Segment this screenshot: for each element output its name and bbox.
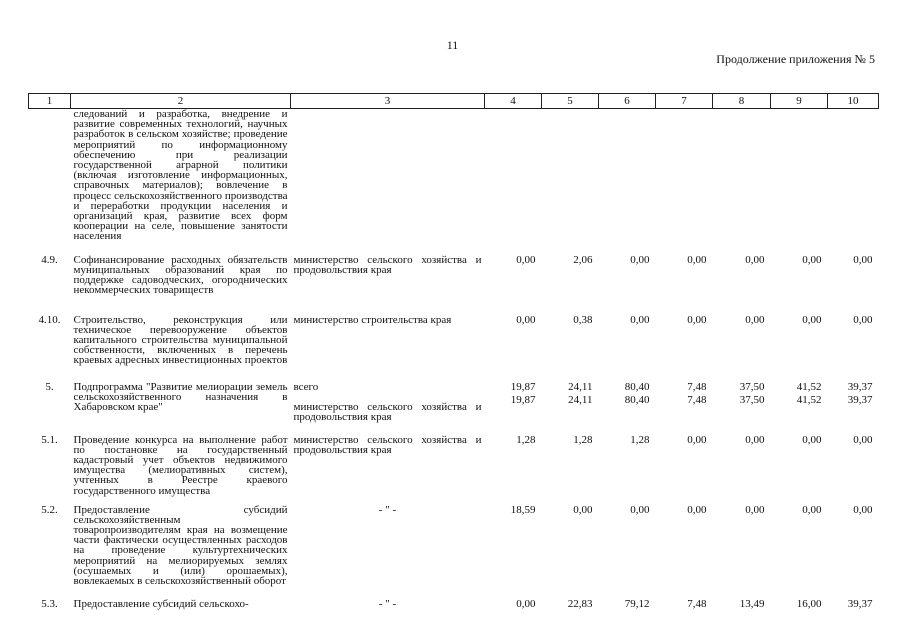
- value-cell: [771, 382, 828, 435]
- row-number: 5.: [45, 380, 54, 393]
- value-cell: 0,00: [687, 253, 707, 266]
- value-cell: 0,00: [802, 503, 822, 516]
- value-cell: 0,00: [853, 503, 873, 516]
- value-cell: 0,00: [630, 503, 650, 516]
- value-cell: 0,00: [802, 313, 822, 326]
- value-cell: 0,00: [516, 313, 536, 326]
- value-cell: [599, 382, 656, 435]
- col-header: 6: [599, 94, 656, 109]
- col-header: 1: [29, 94, 71, 109]
- row-number: 5.1.: [41, 433, 58, 446]
- row-name: Проведение конкурса на выполнение работ по постановке на государственный кадастровый учет объектов недвижимого имущества (мелиоративных систем), учтенных в Реестре краевого государственного имущества: [73, 433, 288, 497]
- value-cell: 0,00: [687, 433, 707, 446]
- row-executor: министерство сельского хозяйства и продовольствия края: [293, 400, 482, 423]
- value-cell: [485, 382, 542, 435]
- row-executor: министерство сельского хозяйства и продовольствия края: [293, 433, 482, 456]
- value-cell: [542, 382, 599, 435]
- row-name: Предоставление субсидий сельскохо-: [73, 597, 249, 610]
- row-name: Предоставление субсидий сельскохозяйственным товаропроизводителям края на возмещение части фактически осуществленных расходов на проведение культуртехнических мероприятий на мелиорируемых землях (осушаемых и (или) орошаемых), вовлекаемых в сельскохозяйственный оборот: [73, 503, 288, 587]
- table-row: [29, 599, 879, 613]
- table-row: [29, 382, 879, 435]
- value-total: 19,87: [510, 380, 536, 393]
- col-header: 2: [71, 94, 291, 109]
- value-ministry: 7,48: [687, 393, 707, 406]
- value-cell: [542, 109, 599, 255]
- row-number: [29, 109, 71, 255]
- value-cell: 7,48: [687, 597, 707, 610]
- value-ministry: 24,11: [568, 393, 593, 406]
- page-number: 11: [446, 38, 459, 52]
- row-executor: - " -: [378, 503, 397, 516]
- row-executor: всего: [293, 380, 319, 393]
- value-cell: 2,06: [573, 253, 593, 266]
- col-header: 5: [542, 94, 599, 109]
- value-cell: 0,00: [573, 503, 593, 516]
- row-number: 5.3.: [41, 597, 58, 610]
- col-header: 3: [291, 94, 485, 109]
- value-cell: 0,00: [802, 253, 822, 266]
- value-cell: 0,00: [745, 503, 765, 516]
- value-cell: 0,00: [516, 253, 536, 266]
- continuation-label: Продолжение приложения № 5: [716, 52, 875, 66]
- table-row: [29, 255, 879, 315]
- value-total: 24,11: [568, 380, 593, 393]
- value-ministry: 41,52: [796, 393, 822, 406]
- value-cell: 0,00: [516, 597, 536, 610]
- value-cell: 0,00: [853, 433, 873, 446]
- value-total: 37,50: [739, 380, 765, 393]
- value-ministry: 39,37: [847, 393, 873, 406]
- col-header: 9: [771, 94, 828, 109]
- table-row: [29, 109, 879, 255]
- value-cell: 0,00: [630, 253, 650, 266]
- value-cell: 0,00: [745, 433, 765, 446]
- row-name: Подпрограмма "Развитие мелиорации земель сельскохозяйственного назначения в Хабаровском крае": [73, 380, 288, 413]
- col-header: 7: [656, 94, 713, 109]
- value-cell: [828, 382, 879, 435]
- value-total: 80,40: [624, 380, 650, 393]
- row-name: следований и разработка, внедрение и развитие современных технологий, научных разработок в сельском хозяйстве; проведение мероприятий по информационному обеспечению при реализации государственной аграрной политики (включая изготовление информационных, справочных материалов); вовлечение в процесс сельскохозяйственного производства и переработки продукции населения и организаций края, развитие всех форм кооперации на селе, повышение занятости населения: [73, 108, 288, 243]
- value-cell: 18,59: [510, 503, 536, 516]
- value-cell: 13,49: [739, 597, 765, 610]
- value-cell: 0,00: [853, 313, 873, 326]
- value-cell: 0,00: [802, 433, 822, 446]
- header-row: [29, 94, 879, 109]
- row-name: Софинансирование расходных обязательств муниципальных образований края по поддержке садоводческих, огороднических некоммерческих товариществ: [73, 253, 288, 297]
- row-executor: министерство сельского хозяйства и продовольствия края: [293, 253, 482, 276]
- col-header: 10: [828, 94, 879, 109]
- col-header: 8: [713, 94, 771, 109]
- value-total: 39,37: [847, 380, 873, 393]
- row-number: 4.9.: [41, 253, 58, 266]
- value-cell: 0,00: [853, 253, 873, 266]
- value-cell: 39,37: [847, 597, 873, 610]
- value-cell: 79,12: [624, 597, 650, 610]
- value-cell: 0,00: [745, 253, 765, 266]
- row-executor: - " -: [378, 597, 397, 610]
- value-cell: 1,28: [630, 433, 650, 446]
- table-row: [29, 435, 879, 505]
- value-cell: [599, 109, 656, 255]
- col-header: 4: [485, 94, 542, 109]
- value-cell: [713, 382, 771, 435]
- value-total: 7,48: [687, 380, 707, 393]
- value-ministry: 80,40: [624, 393, 650, 406]
- value-cell: [485, 109, 542, 255]
- value-cell: [828, 109, 879, 255]
- value-cell: 0,00: [630, 313, 650, 326]
- value-cell: 22,83: [567, 597, 593, 610]
- row-executor: [291, 109, 485, 255]
- value-ministry: 37,50: [739, 393, 765, 406]
- row-number: 4.10.: [38, 313, 61, 326]
- value-total: 41,52: [796, 380, 822, 393]
- value-cell: 0,00: [745, 313, 765, 326]
- table-row: [29, 315, 879, 382]
- value-cell: 0,00: [687, 313, 707, 326]
- row-number: 5.2.: [41, 503, 58, 516]
- row-executor: министерство строительства края: [293, 313, 452, 326]
- value-cell: 0,38: [573, 313, 593, 326]
- value-cell: 16,00: [796, 597, 822, 610]
- row-name: Строительство, реконструкция или техническое перевооружение объектов капитального строительства муниципальной собственности, включенных в перечень краевых адресных инвестиционных проектов: [73, 313, 288, 367]
- appendix-table: [28, 93, 879, 613]
- value-cell: [656, 109, 713, 255]
- table-row: [29, 505, 879, 599]
- row-executor-group: [291, 382, 485, 435]
- value-cell: 1,28: [573, 433, 593, 446]
- value-cell: [771, 109, 828, 255]
- value-cell: 0,00: [687, 503, 707, 516]
- value-cell: 1,28: [516, 433, 536, 446]
- value-ministry: 19,87: [510, 393, 536, 406]
- value-cell: [656, 382, 713, 435]
- value-cell: [713, 109, 771, 255]
